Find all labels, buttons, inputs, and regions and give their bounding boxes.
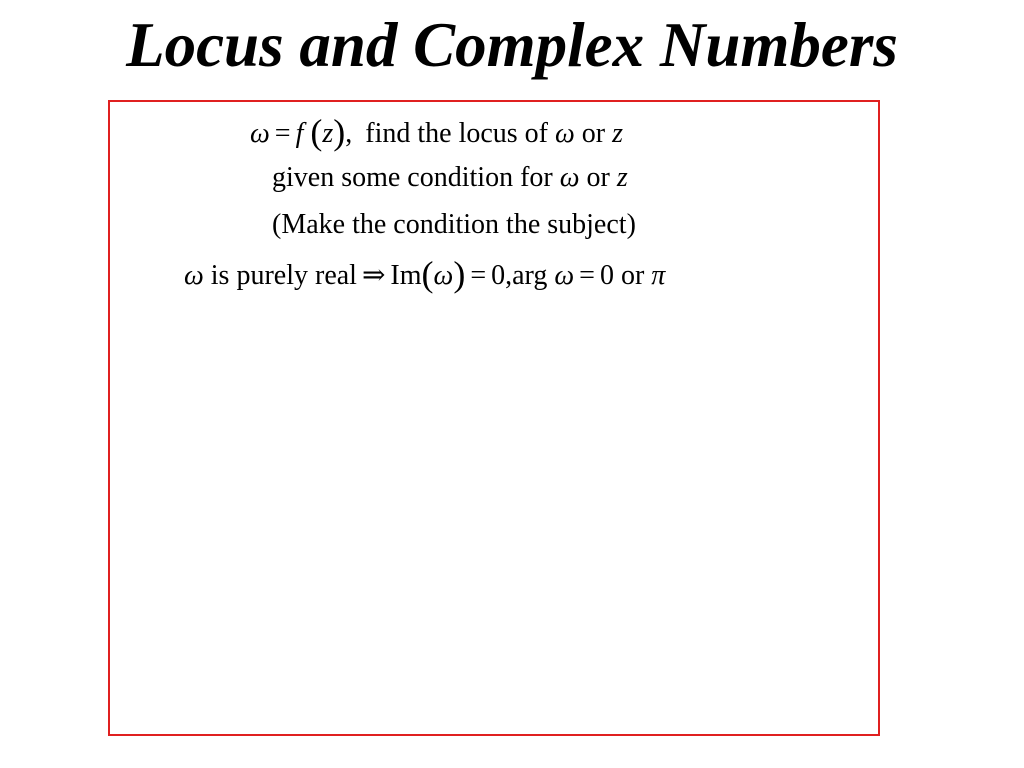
- definition-text: find the locus of: [365, 118, 549, 149]
- definition-line: [250, 112, 624, 152]
- im-operator: Im: [390, 260, 422, 291]
- condition-line: [272, 161, 628, 195]
- zero-value: 0: [599, 260, 614, 291]
- purely-real-text: is purely real: [210, 260, 357, 291]
- or-text: or: [586, 162, 610, 193]
- implies-symbol: ⇒: [361, 260, 386, 291]
- omega-symbol: ω: [559, 162, 580, 193]
- left-paren: (: [421, 254, 434, 294]
- condition-text: given some condition for: [272, 162, 553, 193]
- or-text: or: [620, 260, 645, 291]
- variable-z: z: [612, 118, 624, 149]
- right-paren: ): [333, 112, 346, 152]
- equals-sign: =: [470, 260, 487, 291]
- arg-operator: arg: [512, 260, 548, 291]
- slide-title: Locus and Complex Numbers: [126, 10, 898, 80]
- equals-sign: =: [579, 260, 595, 291]
- omega-symbol: ω: [433, 260, 454, 291]
- omega-symbol: ω: [555, 118, 575, 149]
- omega-symbol: ω: [250, 118, 270, 149]
- omega-symbol: ω: [184, 260, 204, 291]
- left-paren: (: [310, 112, 323, 152]
- variable-z: z: [322, 118, 334, 149]
- variable-z: z: [616, 162, 628, 193]
- comma: ,: [345, 118, 353, 149]
- equals-sign: =: [274, 118, 291, 149]
- function-f: f: [295, 118, 304, 149]
- right-paren: ): [453, 254, 466, 294]
- or-text: or: [581, 118, 606, 149]
- instruction-line: (Make the condition the subject): [272, 209, 636, 240]
- pi-symbol: π: [651, 260, 666, 291]
- content-box: [108, 100, 880, 736]
- purely-real-line: [184, 254, 666, 294]
- zero-value: 0,: [491, 260, 513, 291]
- omega-symbol: ω: [554, 260, 575, 291]
